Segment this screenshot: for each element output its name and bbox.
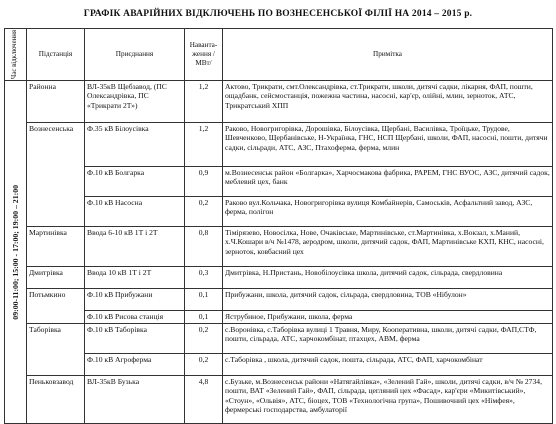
note-cell: Актово, Трикрати, смт.Олександрівка, ст.Трикрати, школи, дитячі садки, лікарня, ФАП, пошти, ощадбанк, сейсмостанція, пожежна частина, насосні, кар'єр, олійні, млин, зерноток, АТС, Трикратський ХПП xyxy=(223,81,553,123)
note-cell: с.Таборівка , школа, дитячий садок, пошта, сільрада, АТС, ФАП, харчокомбінат xyxy=(223,354,553,376)
connection-cell: ВЛ-35кВ Бузька xyxy=(85,376,185,424)
load-cell: 0,2 xyxy=(185,354,223,376)
substation-cell: Мартинівка xyxy=(27,227,85,267)
connection-cell: Ф.10 кВ Таборівка xyxy=(85,324,185,354)
note-cell: с.Воронівка, с.Таборівка вулиці 1 Травня, Миру, Кооперативна, школи, дитячі садки, ФАП,СТФ, пошти, сільрада, АТС, харчокомбінат, птахцех, АВМ, ферма xyxy=(223,324,553,354)
time-range-cell: 09:00-11:00; 15:00 - 17:00; 19:00 – 21:00 xyxy=(5,81,27,424)
note-cell: Яструбиное, Прибужани, школа, ферма xyxy=(223,311,553,324)
header-load: Наванта-ження /МВт/ xyxy=(185,29,223,81)
load-cell: 1,2 xyxy=(185,81,223,123)
note-cell: м.Вознесенськ район «Болгарка», Харчосмакова фабрика, РАРЕМ, ГНС ВУОС, АЗС, дитячий садок, меблевий цех, банк xyxy=(223,167,553,197)
load-cell: 0,1 xyxy=(185,289,223,311)
note-cell: Тімірязево, Новосілка, Нове, Очаківське, Мартинівське, ст.Мартинівка, х.Вокзал, х.Маний, х.Ч.Кошари в/ч №1478, аеродром, школи, дитячий садок, ФАП, Мартинівське КХП, КНС, насосні, зерноток, ковбасний цех xyxy=(223,227,553,267)
note-cell: Раково, Новогригорівка, Дорошівка, Білоусівка, Щербані, Василівка, Троїцьке, Трудове, Шевченково, Щербанівське, Н-Українка, ГНС, НСП Щербані, школи, ФАП, насосні, пошти, дитячи садки, сільради, АТС, АЗС, Птахоферма, ферма, млин xyxy=(223,123,553,167)
outage-schedule-table xyxy=(4,28,553,424)
load-cell: 0,2 xyxy=(185,197,223,227)
substation-cell: Пеньковзавод xyxy=(27,376,85,424)
table-row xyxy=(5,197,553,227)
load-cell: 4,8 xyxy=(185,376,223,424)
load-cell: 0,2 xyxy=(185,324,223,354)
header-connection: Приєднання xyxy=(85,29,185,81)
connection-cell: ВЛ-35кВ Щебзавод, (ПС Олександрівка, ПС «Трикрати 2Т») xyxy=(85,81,185,123)
load-cell: 0,9 xyxy=(185,167,223,197)
table-row xyxy=(5,289,553,311)
table-row xyxy=(5,167,553,197)
substation-cell: Дмитрівка xyxy=(27,267,85,289)
load-cell: 0,1 xyxy=(185,311,223,324)
table-row xyxy=(5,81,553,123)
substation-cell: Таборівка xyxy=(27,324,85,376)
page-title: ГРАФІК АВАРІЙНИХ ВІДКЛЮЧЕНЬ ПО ВОЗНЕСЕНСЬКОЇ ФІЛІЇ НА 2014 – 2015 р. xyxy=(83,9,473,19)
table-row xyxy=(5,227,553,267)
table-row xyxy=(5,311,553,324)
load-cell: 0,8 xyxy=(185,227,223,267)
connection-cell: Ф.35 кВ Білоусівка xyxy=(85,123,185,167)
note-cell: Дмитрівка, Н.Пристань, Новобілоусівка школа, дитячий садок, сільрада, свердловина xyxy=(223,267,553,289)
header-time: Час відключення xyxy=(5,29,27,81)
connection-cell: Ввода 10 кВ 1Т і 2Т xyxy=(85,267,185,289)
load-cell: 1,2 xyxy=(185,123,223,167)
header-substation: Підстанція xyxy=(27,29,85,81)
table-row xyxy=(5,267,553,289)
connection-cell: Ф.10 кВ Рисова станція xyxy=(85,311,185,324)
load-cell: 0,3 xyxy=(185,267,223,289)
substation-cell: Вознесенська xyxy=(27,123,85,227)
connection-cell: Ввода 6-10 кВ 1Т і 2Т xyxy=(85,227,185,267)
note-cell: с.Бузьке, м.Вознесенськ райони «Натягайлівка», «Зелений Гай», школи, дитячі садки, в/ч № 2734, пошти, ВАТ «Зелений Гай», ФАП, сільрада, цегляний цех «Фасад», кар'єри «Микитівський», «Стоун», «Ольвія», АТС, біоцех, ТОВ «Технологічна група», Пошивочний цех «Німфея», фермерські господарства, амбулаторії xyxy=(223,376,553,424)
table-row xyxy=(5,123,553,167)
connection-cell: Ф.10 кВ Насосна xyxy=(85,197,185,227)
connection-cell: Ф.10 кВ Агроферма xyxy=(85,354,185,376)
header-row xyxy=(5,29,553,81)
connection-cell: Ф.10 кВ Прибужани xyxy=(85,289,185,311)
substation-cell: Потьмкино xyxy=(27,289,85,324)
note-cell: Прибужани, школа, дитячий садок, сільрада, свердловина, ТОВ «Нібулон» xyxy=(223,289,553,311)
table-row xyxy=(5,324,553,354)
table-row xyxy=(5,354,553,376)
connection-cell: Ф.10 кВ Болгарка xyxy=(85,167,185,197)
header-note: Примітка xyxy=(223,29,553,81)
substation-cell: Районна xyxy=(27,81,85,123)
note-cell: Раково вул.Кольчака, Новогригорівка вулиця Комбайнерів, Самоськів, Асфальтний завод, АЗС, ферма, полігон xyxy=(223,197,553,227)
